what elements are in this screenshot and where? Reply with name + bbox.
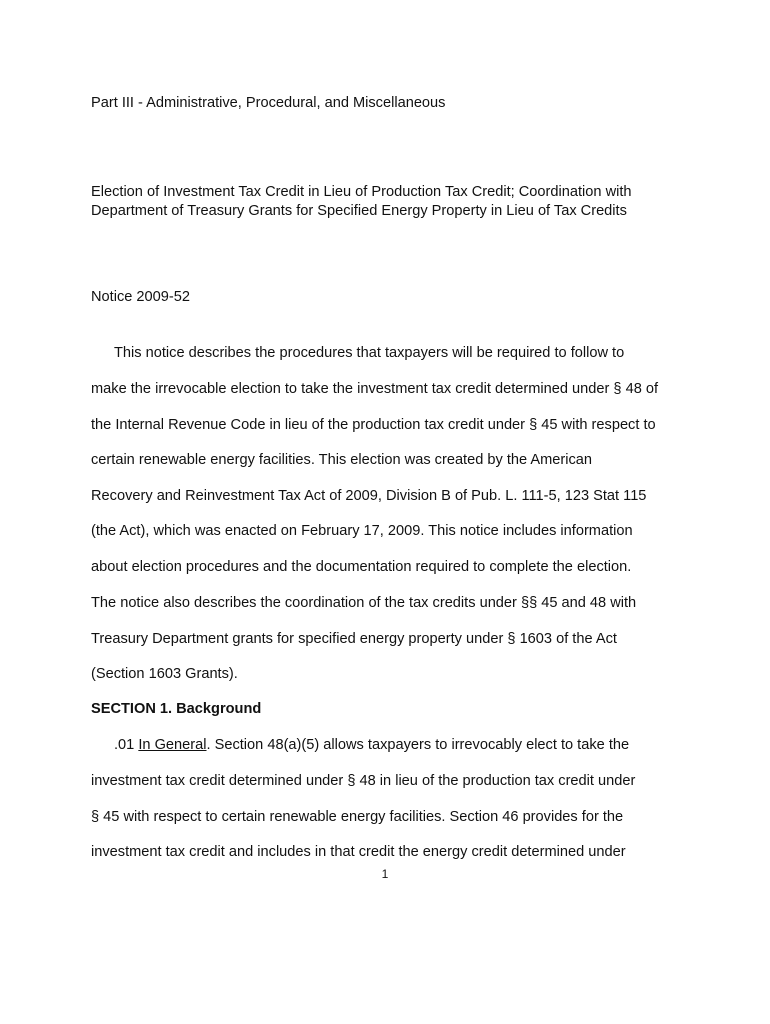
page-number: 1 — [381, 867, 389, 881]
intro-line: (Section 1603 Grants). — [91, 666, 238, 682]
section-heading: SECTION 1. Background — [91, 701, 262, 717]
intro-line: Recovery and Reinvestment Tax Act of 2009, Division B of Pub. L. 111-5, 123 Stat 115 — [91, 488, 647, 504]
title-line-2: Department of Treasury Grants for Specified Energy Property in Lieu of Tax Credits — [91, 203, 627, 219]
subsection-title: In General — [138, 737, 207, 753]
intro-line: This notice describes the procedures that taxpayers will be required to follow to — [114, 345, 625, 361]
intro-line: certain renewable energy facilities. This election was created by the American — [91, 452, 593, 468]
intro-line: Treasury Department grants for specified energy property under § 1603 of the Act — [91, 631, 617, 647]
subsection-line: investment tax credit and includes in that credit the energy credit determined under — [91, 844, 626, 860]
notice-number: Notice 2009-52 — [91, 289, 190, 305]
subsection-first-line — [114, 736, 629, 754]
subsection-number: .01 — [114, 737, 139, 753]
subsection-first-line-text: . Section 48(a)(5) allows taxpayers to irrevocably elect to take the — [206, 737, 630, 753]
intro-line: (the Act), which was enacted on February 17, 2009. This notice includes information — [91, 523, 633, 539]
intro-line: about election procedures and the documentation required to complete the election. — [91, 559, 632, 575]
intro-line: The notice also describes the coordination of the tax credits under §§ 45 and 48 with — [91, 595, 637, 611]
subsection-line: investment tax credit determined under § 48 in lieu of the production tax credit under — [91, 773, 636, 789]
subsection-line: § 45 with respect to certain renewable energy facilities. Section 46 provides for the — [91, 809, 624, 825]
intro-line: make the irrevocable election to take the investment tax credit determined under § 48 of — [91, 381, 659, 397]
intro-line: the Internal Revenue Code in lieu of the production tax credit under § 45 with respect to — [91, 417, 656, 433]
title-line-1: Election of Investment Tax Credit in Lieu of Production Tax Credit; Coordination with — [91, 184, 632, 200]
part-heading: Part III - Administrative, Procedural, and Miscellaneous — [91, 95, 446, 111]
